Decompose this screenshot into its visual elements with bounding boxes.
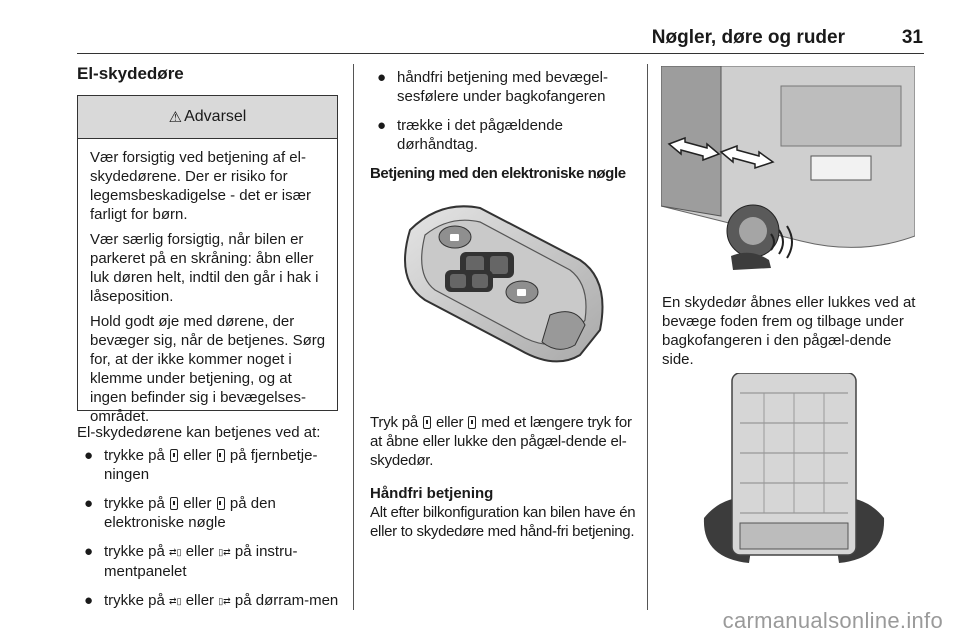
header-rule <box>77 53 924 54</box>
page-header <box>0 0 960 58</box>
warning-paragraph: Vær forsigtig ved betjening af el-skydedørene. Der er risiko for legemsbeskadigelse - det er især farligt for børn. <box>90 149 311 223</box>
left-door-key-icon <box>170 497 178 510</box>
bullet: ● <box>377 117 387 134</box>
text: med et længere tryk for at åbne eller lukke den pågæl-dende el-skydedør. <box>370 414 632 469</box>
column-3 <box>662 293 920 373</box>
operation-list-cont <box>370 68 635 154</box>
section-title: El-skydedøre <box>77 64 184 83</box>
warning-body <box>78 139 337 426</box>
column-1 <box>77 64 342 83</box>
page-title: Nøgler, døre og ruder <box>651 27 845 48</box>
left-sliding-door-icon: ⇄▯ <box>169 547 182 557</box>
bullet: ● <box>84 592 94 609</box>
list-item <box>77 494 339 532</box>
bullet-text: trykke på <box>104 543 165 560</box>
lock-button-icon <box>439 226 471 248</box>
bullet-text: på fjernbetje-ningen <box>104 447 318 483</box>
list-item <box>77 446 339 484</box>
bullet: ● <box>84 543 94 560</box>
warning-triangle-icon: ⚠ <box>168 109 183 126</box>
left-sliding-door-icon: ⇄▯ <box>169 596 182 606</box>
list-item <box>77 591 339 611</box>
column-1-body <box>77 423 339 621</box>
unlock-button-icon <box>506 281 538 303</box>
warning-paragraph: Hold godt øje med dørene, der bevæger sig, når de betjenes. Sørg for, at der ikke kommer noget i klemme under betjening, og at ingen befinder sig i bevægelses-området. <box>90 313 326 425</box>
list-item <box>370 116 635 154</box>
list-item <box>77 542 339 581</box>
bullet-text: på den elektroniske nøgle <box>104 495 276 531</box>
warning-paragraph: Vær særlig forsigtig, når bilen er parkeret på en skråning: åbn eller luk døren helt, indtil den går i hak i låseposition. <box>90 231 319 305</box>
bullet-text: eller <box>185 543 215 560</box>
subheading-electronic-key: Betjening med den elektroniske nøgle <box>370 165 626 182</box>
bullet-text: trække i det pågældende dørhåndtag. <box>397 117 563 153</box>
right-sliding-door-icon: ▯⇄ <box>218 547 231 557</box>
van-top-view-illustration <box>694 373 894 565</box>
text: Tryk på <box>370 414 419 431</box>
warning-header <box>78 96 337 139</box>
right-sliding-door-icon: ▯⇄ <box>218 596 231 606</box>
left-door-key-icon <box>423 416 431 429</box>
right-door-key-icon <box>217 497 225 510</box>
watermark: carmanualsonline.info <box>722 608 943 633</box>
warning-box <box>77 95 338 425</box>
bullet: ● <box>84 495 94 512</box>
bullet-text: trykke på <box>104 447 165 464</box>
left-door-key-icon <box>170 449 178 462</box>
bullet-text: på dørram-men <box>234 592 339 609</box>
electronic-key-illustration <box>370 190 640 390</box>
bullet: ● <box>377 69 387 86</box>
bullet: ● <box>84 447 94 464</box>
bullet-text: eller <box>185 592 215 609</box>
right-door-key-icon <box>468 416 476 429</box>
column-divider <box>353 64 354 610</box>
van-rear-foot-gesture-illustration <box>661 66 915 276</box>
bullet-text: på instru-mentpanelet <box>104 543 298 580</box>
intro-text: El-skydedørene kan betjenes ved at: <box>77 424 321 441</box>
bullet-text: trykke på <box>104 592 165 609</box>
column-2 <box>370 68 635 183</box>
text: eller <box>436 414 464 431</box>
figure-caption: En skydedør åbnes eller lukkes ved at bevæge foden frem og tilbage under bagkofangeren i den pågæl-dende side. <box>662 294 916 368</box>
subheading-handsfree: Håndfri betjening <box>370 485 494 502</box>
bullet-text: håndfri betjening med bevægel-sesfølere under bagkofangeren <box>397 69 608 105</box>
handsfree-text: Alt efter bilkonfiguration kan bilen have én eller to skydedøre med hånd-fri betjening. <box>370 504 636 540</box>
key-instruction <box>370 413 636 470</box>
column-divider <box>647 64 648 610</box>
bullet-text: eller <box>183 447 212 464</box>
column-2-lower <box>370 413 636 545</box>
right-door-key-icon <box>217 449 225 462</box>
page-number: 31 <box>901 27 923 48</box>
bullet-text: trykke på <box>104 495 165 512</box>
operation-list <box>77 446 339 611</box>
warning-title: Advarsel <box>184 108 247 125</box>
bullet-text: eller <box>183 495 212 512</box>
list-item <box>370 68 635 106</box>
